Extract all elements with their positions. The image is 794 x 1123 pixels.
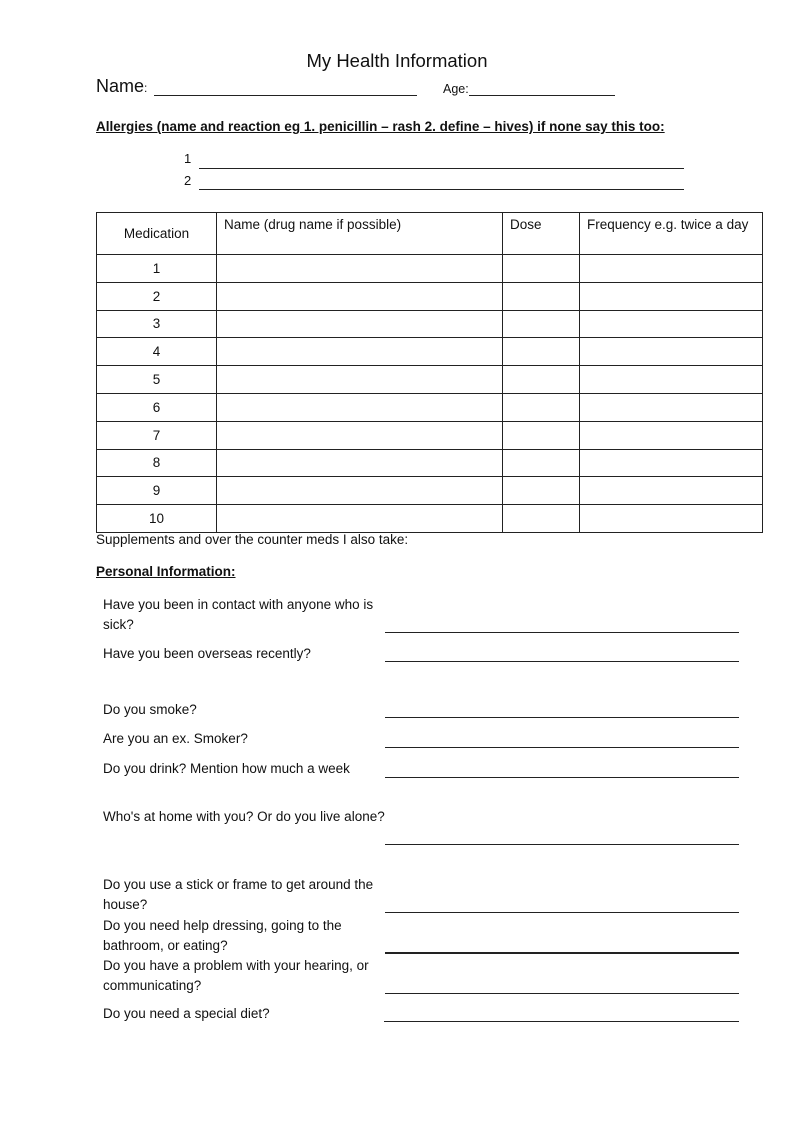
table-row — [97, 282, 763, 310]
medication-frequency-cell[interactable] — [580, 338, 763, 366]
medication-dose-cell[interactable] — [503, 421, 580, 449]
medication-frequency-cell[interactable] — [580, 393, 763, 421]
table-row — [97, 505, 763, 533]
answer-home[interactable] — [385, 844, 739, 845]
medication-frequency-cell[interactable] — [580, 505, 763, 533]
table-row — [97, 255, 763, 283]
row-number: 6 — [97, 393, 217, 421]
answer-diet[interactable] — [384, 1021, 739, 1022]
supplements-label: Supplements and over the counter meds I also take: — [96, 532, 409, 547]
medication-name-cell[interactable] — [217, 421, 503, 449]
name-field[interactable] — [154, 95, 417, 96]
answer-sick-contact[interactable] — [385, 632, 739, 633]
medication-frequency-cell[interactable] — [580, 421, 763, 449]
answer-overseas[interactable] — [385, 661, 739, 662]
header-medication: Medication — [97, 213, 217, 255]
question-overseas: Have you been overseas recently? — [103, 646, 311, 661]
medication-name-cell[interactable] — [217, 255, 503, 283]
answer-smoke[interactable] — [385, 717, 739, 718]
page-title: My Health Information — [306, 50, 488, 71]
allergies-heading: Allergies (name and reaction eg 1. penicillin – rash 2. define – hives) if none say this too: — [96, 119, 665, 134]
medication-name-cell[interactable] — [217, 338, 503, 366]
allergy-field-2[interactable] — [199, 189, 684, 190]
table-row — [97, 366, 763, 394]
table-row — [97, 421, 763, 449]
question-smoke: Do you smoke? — [103, 702, 197, 717]
row-number: 4 — [97, 338, 217, 366]
row-number: 2 — [97, 282, 217, 310]
medication-table-header — [97, 213, 763, 255]
age-label: Age: — [443, 82, 469, 96]
allergy-field-1[interactable] — [199, 168, 684, 169]
medication-frequency-cell[interactable] — [580, 255, 763, 283]
table-row — [97, 310, 763, 338]
row-number: 1 — [97, 255, 217, 283]
medication-dose-cell[interactable] — [503, 338, 580, 366]
answer-drink[interactable] — [385, 777, 739, 778]
medication-name-cell[interactable] — [217, 310, 503, 338]
name-label — [96, 76, 147, 97]
question-diet: Do you need a special diet? — [103, 1006, 270, 1021]
row-number: 7 — [97, 421, 217, 449]
question-drink: Do you drink? Mention how much a week — [103, 761, 350, 776]
header-dose: Dose — [503, 213, 580, 255]
medication-name-cell[interactable] — [217, 282, 503, 310]
medication-frequency-cell[interactable] — [580, 282, 763, 310]
allergy-number-1: 1 — [184, 151, 192, 166]
answer-ex-smoker[interactable] — [385, 747, 739, 748]
table-row — [97, 393, 763, 421]
question-ex-smoker: Are you an ex. Smoker? — [103, 731, 248, 746]
header-frequency: Frequency e.g. twice a day — [580, 213, 763, 255]
medication-dose-cell[interactable] — [503, 366, 580, 394]
name-label-colon: : — [144, 81, 148, 95]
table-row — [97, 449, 763, 477]
name-label-text: Name — [96, 76, 145, 96]
medication-dose-cell[interactable] — [503, 282, 580, 310]
question-daily-help: Do you need help dressing, going to the bathroom, or eating? — [103, 918, 342, 953]
medication-name-cell[interactable] — [217, 477, 503, 505]
question-mobility: Do you use a stick or frame to get around the house? — [103, 877, 374, 912]
table-row — [97, 338, 763, 366]
age-field[interactable] — [469, 95, 615, 96]
medication-dose-cell[interactable] — [503, 477, 580, 505]
medication-name-cell[interactable] — [217, 505, 503, 533]
question-home: Who's at home with you? Or do you live alone? — [103, 809, 385, 824]
answer-mobility[interactable] — [385, 912, 739, 913]
row-number: 10 — [97, 505, 217, 533]
medication-name-cell[interactable] — [217, 366, 503, 394]
medication-frequency-cell[interactable] — [580, 310, 763, 338]
header-name: Name (drug name if possible) — [217, 213, 503, 255]
allergy-number-2: 2 — [184, 173, 192, 188]
question-sick-contact: Have you been in contact with anyone who is sick? — [103, 597, 374, 632]
row-number: 8 — [97, 449, 217, 477]
medication-dose-cell[interactable] — [503, 310, 580, 338]
answer-hearing[interactable] — [385, 993, 739, 994]
medication-name-cell[interactable] — [217, 449, 503, 477]
medication-table — [96, 212, 763, 533]
row-number: 5 — [97, 366, 217, 394]
row-number: 9 — [97, 477, 217, 505]
medication-dose-cell[interactable] — [503, 393, 580, 421]
personal-information-heading: Personal Information: — [96, 564, 236, 579]
medication-dose-cell[interactable] — [503, 255, 580, 283]
medication-frequency-cell[interactable] — [580, 477, 763, 505]
medication-frequency-cell[interactable] — [580, 449, 763, 477]
medication-dose-cell[interactable] — [503, 505, 580, 533]
medication-name-cell[interactable] — [217, 393, 503, 421]
row-number: 3 — [97, 310, 217, 338]
answer-daily-help[interactable] — [385, 952, 739, 954]
question-hearing: Do you have a problem with your hearing, or communicating? — [103, 958, 369, 993]
medication-dose-cell[interactable] — [503, 449, 580, 477]
medication-frequency-cell[interactable] — [580, 366, 763, 394]
table-row — [97, 477, 763, 505]
